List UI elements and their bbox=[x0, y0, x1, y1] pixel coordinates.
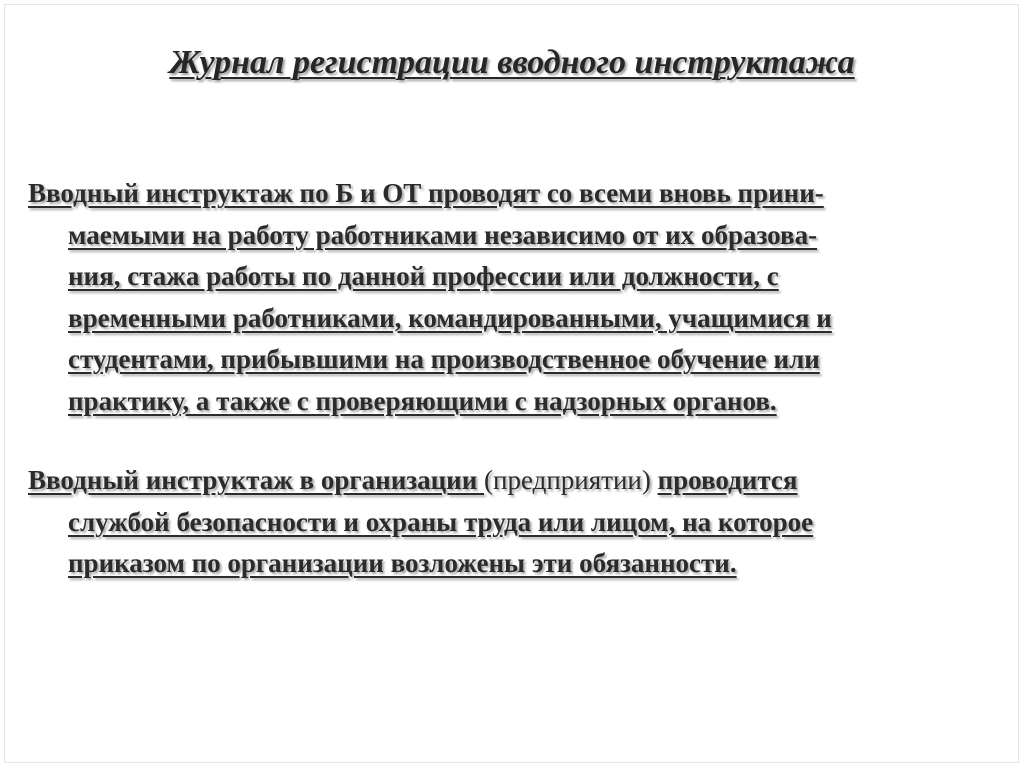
paragraph-line: маемыми на работу работниками независимо от их образова- bbox=[68, 219, 818, 250]
paragraph-line: студентами, прибывшими на производственное обучение или bbox=[68, 344, 820, 374]
paragraph-line: временными работниками, командированными, учащимися и bbox=[68, 302, 832, 333]
paragraph-line: ния, стажа работы по данной профессии или должности, с bbox=[68, 261, 779, 291]
paragraph-line: приказом по организации возложены эти обязанности. bbox=[68, 548, 737, 578]
paragraph-line: службой безопасности и охраны труда или лицом, на которое bbox=[68, 506, 814, 537]
paragraph-text-underlined: Вводный инструктаж в организации bbox=[28, 465, 485, 495]
paragraph-text-underlined: проводится bbox=[657, 465, 798, 495]
slide-title: Журнал регистрации вводного инструктажа bbox=[169, 44, 855, 81]
paragraph-line: практику, а также с проверяющими с надзорных органов. bbox=[68, 385, 777, 416]
paragraph-line bbox=[28, 460, 973, 502]
paragraph-organization-briefing bbox=[28, 460, 973, 585]
paragraph-line: Вводный инструктаж по Б и ОТ проводят со всеми вновь прини- bbox=[28, 178, 824, 208]
paragraph-text-plain: (предприятии) bbox=[484, 465, 658, 495]
paragraph-introductory-briefing bbox=[28, 173, 973, 422]
